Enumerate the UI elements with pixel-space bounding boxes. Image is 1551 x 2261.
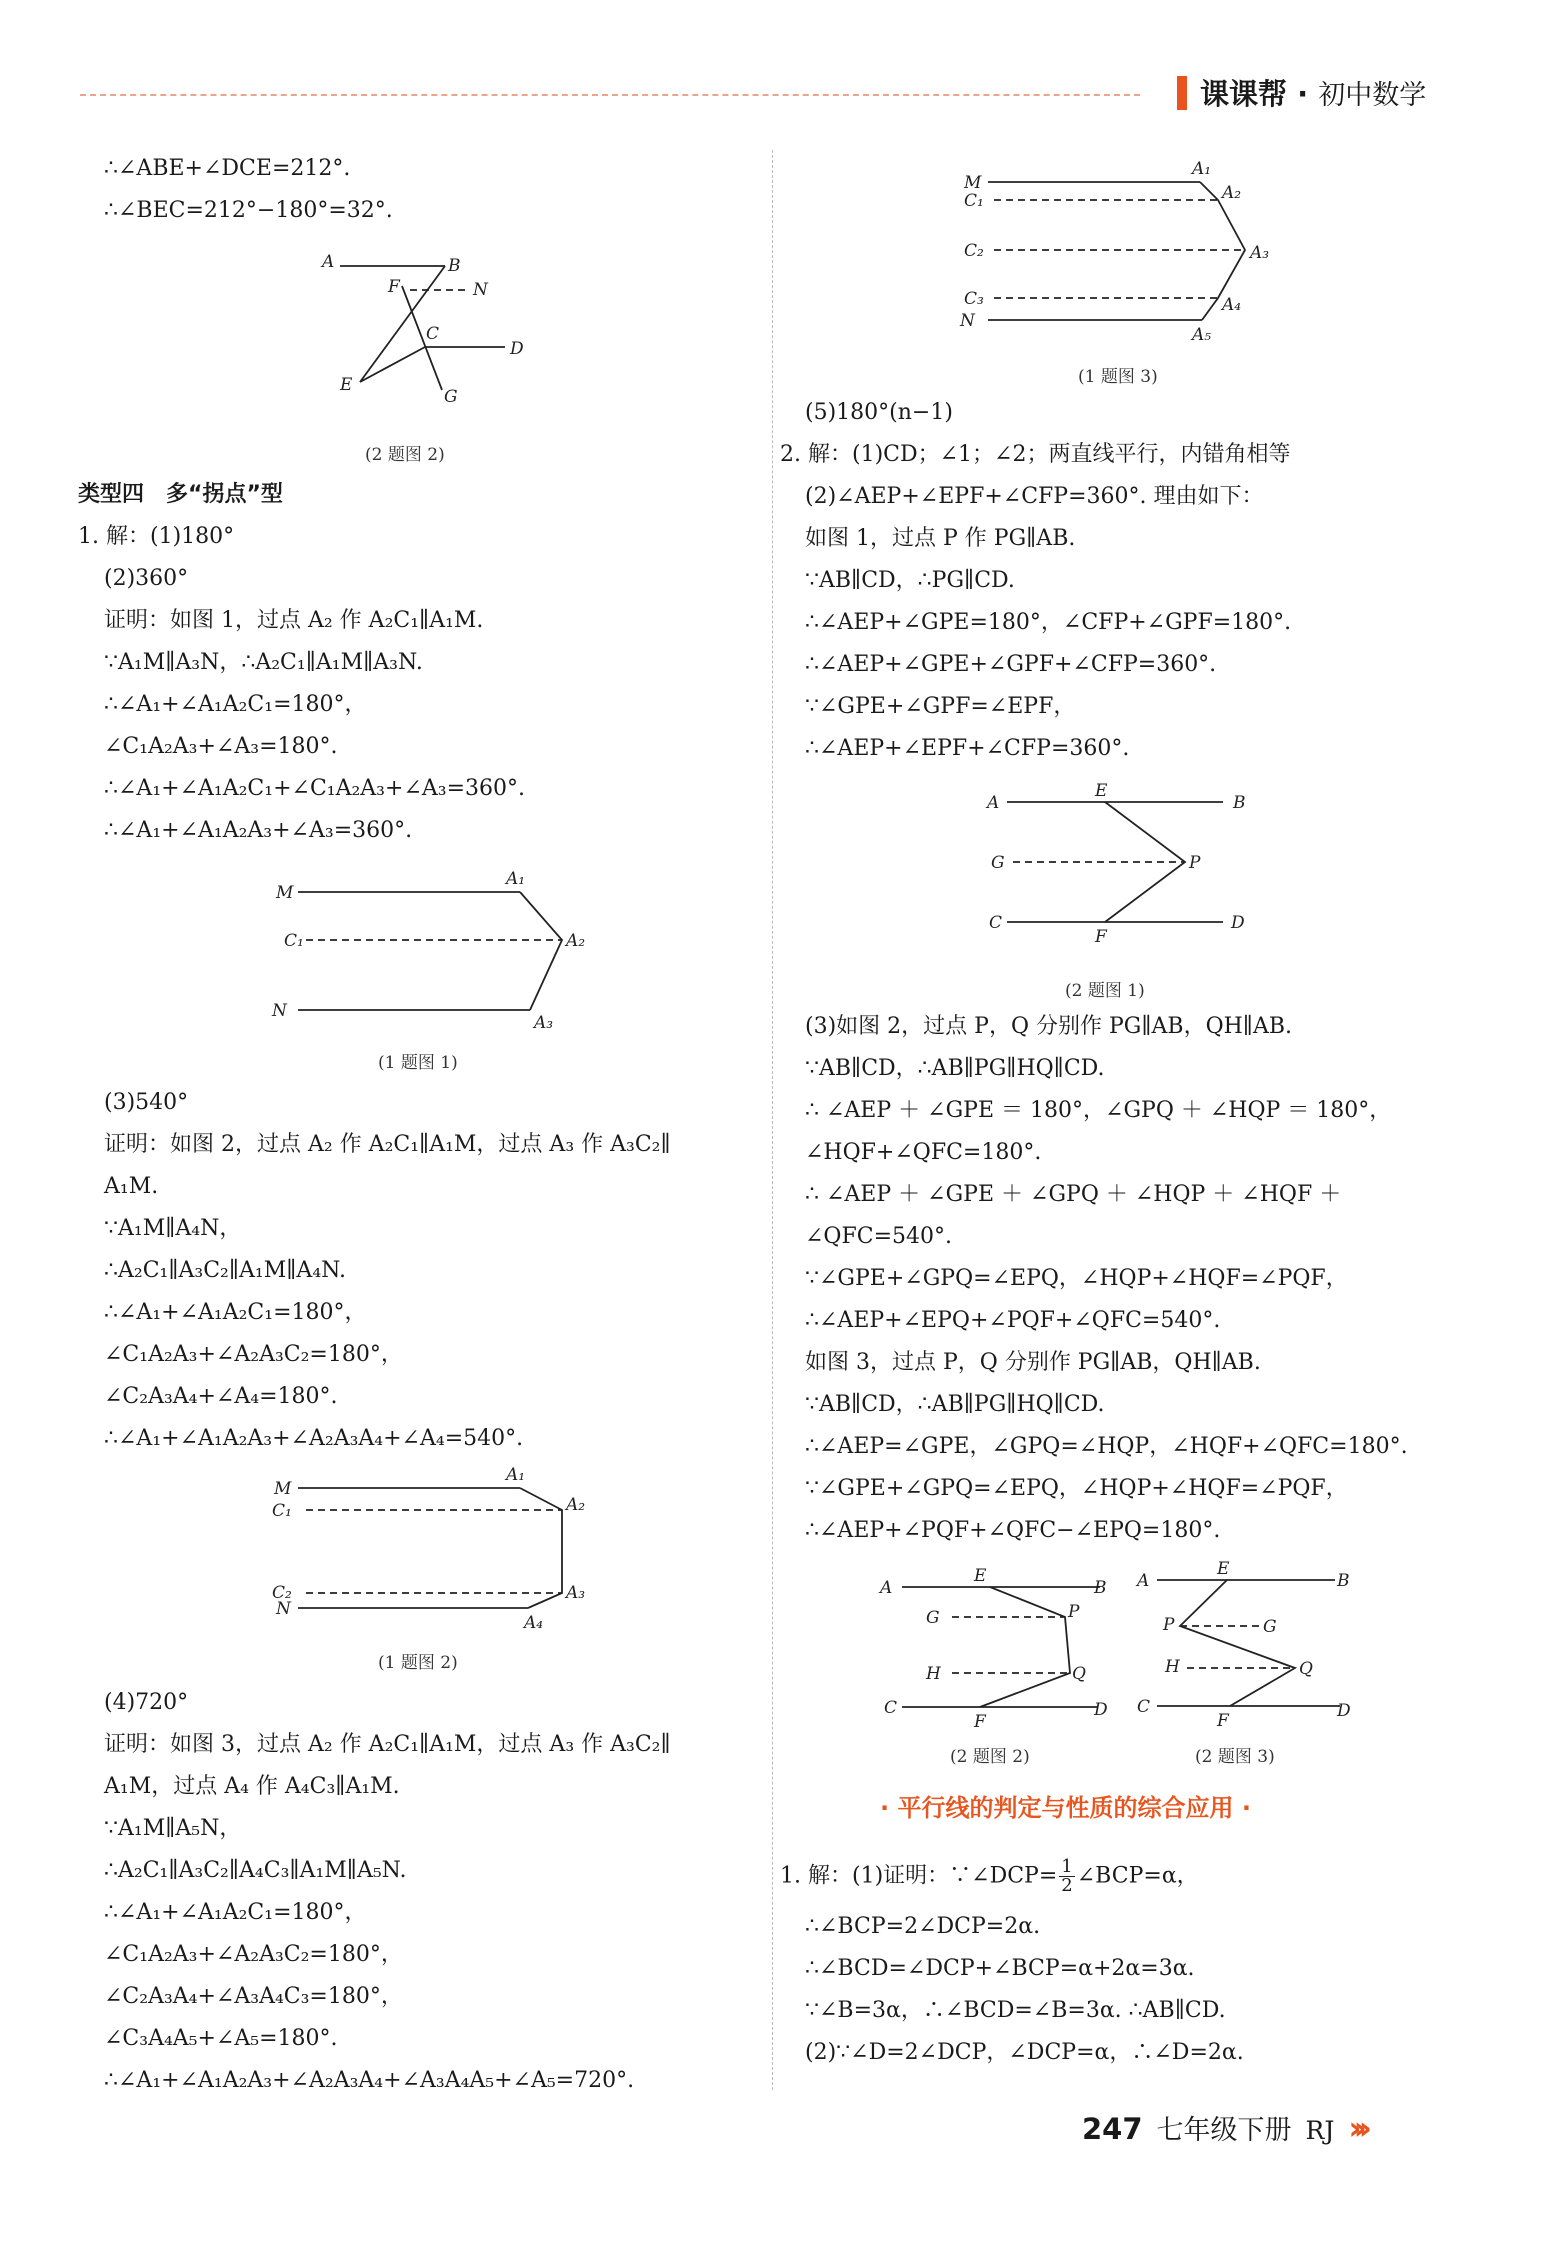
segment-ec	[360, 347, 425, 382]
text-line: ∴∠A₁+∠A₁A₂C₁=180°，	[104, 1300, 367, 1325]
label-a1: A₁	[506, 869, 526, 889]
zigzag-epqf	[980, 1587, 1070, 1707]
text-line: ∴∠BCP=2∠DCP=2α.	[805, 1914, 1041, 1939]
label-m: M	[274, 1479, 292, 1499]
label-f: F	[388, 277, 400, 297]
label-b: B	[1094, 1578, 1107, 1598]
text-line: 1. 解：(1)180°	[78, 524, 235, 549]
text-line: ∴∠BEC=212°−180°=32°.	[104, 198, 393, 223]
text-line: ∠C₂A₃A₄+∠A₄=180°.	[104, 1384, 338, 1409]
edition-label: RJ	[1305, 2116, 1335, 2145]
label-g: G	[991, 853, 1005, 873]
label-f: F	[974, 1712, 986, 1732]
label-h: H	[1165, 1657, 1180, 1677]
text-line: 2. 解：(1)CD；∠1；∠2；两直线平行，内错角相等	[780, 442, 1291, 467]
text-line: ∵A₁M∥A₄N，	[104, 1216, 242, 1241]
text-line: ∵∠GPE+∠GPQ=∠EPQ，∠HQP+∠HQF=∠PQF，	[805, 1476, 1348, 1501]
page-number: 247	[1082, 2112, 1143, 2146]
label-a: A	[987, 793, 1000, 813]
fraction-numerator: 1	[1061, 1856, 1073, 1877]
label-p: P	[1163, 1615, 1175, 1635]
figure-q2-2	[320, 250, 560, 420]
label-c1: C₁	[964, 191, 984, 211]
text-line: ∴∠AEP+∠GPE=180°，∠CFP+∠GPF=180°.	[805, 610, 1292, 635]
label-a2: A₂	[1222, 183, 1242, 203]
label-a1: A₁	[1192, 159, 1212, 179]
page-footer	[1082, 2108, 1364, 2147]
label-a2: A₂	[566, 931, 586, 951]
label-e: E	[974, 1566, 987, 1586]
text-line: ∵∠GPE+∠GPQ=∠EPQ，∠HQP+∠HQF=∠PQF，	[805, 1266, 1348, 1291]
text-line: ∠HQF+∠QFC=180°.	[805, 1140, 1042, 1165]
text-segment: 1. 解：(1)证明：∵∠DCP=	[780, 1863, 1058, 1889]
text-line: A₁M.	[104, 1174, 159, 1199]
text-line: (3)如图 2，过点 P，Q 分别作 PG∥AB，QH∥AB.	[805, 1014, 1292, 1039]
text-line: (2)360°	[104, 566, 189, 591]
label-d: D	[510, 339, 524, 359]
label-d: D	[1231, 913, 1245, 933]
fraction-denominator: 2	[1061, 1875, 1073, 1896]
label-d: D	[1094, 1700, 1108, 1720]
text-line: ∴∠A₁+∠A₁A₂A₃+∠A₂A₃A₄+∠A₃A₄A₅+∠A₅=720°.	[104, 2068, 635, 2093]
brand-dot: ·	[1297, 77, 1309, 111]
label-d: D	[1337, 1701, 1351, 1721]
grade-label: 七年级下册	[1156, 2115, 1292, 2146]
text-line: ∴ ∠AEP ＋ ∠GPE ＋ ∠GPQ ＋ ∠HQP ＋ ∠HQF ＋	[805, 1182, 1342, 1207]
text-line: ∴∠ABE+∠DCE=212°.	[104, 156, 351, 181]
section-heading: 类型四 多“拐点”型	[78, 482, 283, 507]
text-line: (4)720°	[104, 1690, 189, 1715]
text-line: ∵AB∥CD，∴AB∥PG∥HQ∥CD.	[805, 1056, 1105, 1081]
label-c: C	[884, 1698, 898, 1718]
header-brand	[1200, 72, 1426, 113]
label-n: N	[473, 280, 488, 300]
label-f: F	[1095, 927, 1107, 947]
zigzag	[520, 892, 562, 1010]
text-line: ∴∠A₁+∠A₁A₂C₁=180°，	[104, 1900, 367, 1925]
text-line: ∴∠AEP+∠GPE+∠GPF+∠CFP=360°.	[805, 652, 1217, 677]
text-line: ∠QFC=540°.	[805, 1224, 952, 1249]
label-a1: A₁	[506, 1465, 526, 1485]
label-g: G	[444, 387, 458, 407]
text-line: ∴∠AEP+∠EPF+∠CFP=360°.	[805, 736, 1130, 761]
text-line: ∴∠AEP=∠GPE，∠GPQ=∠HQP，∠HQF+∠QFC=180°.	[805, 1434, 1408, 1459]
label-e: E	[340, 375, 353, 395]
label-a4: A₄	[524, 1613, 544, 1633]
text-line: ∴∠A₁+∠A₁A₂A₃+∠A₂A₃A₄+∠A₄=540°.	[104, 1426, 524, 1451]
text-line: 如图 1，过点 P 作 PG∥AB.	[805, 526, 1076, 551]
label-q: Q	[1072, 1664, 1086, 1684]
text-line: 如图 3，过点 P，Q 分别作 PG∥AB，QH∥AB.	[805, 1350, 1261, 1375]
text-line: ∴∠AEP+∠PQF+∠QFC−∠EPQ=180°.	[805, 1518, 1221, 1543]
label-a4: A₄	[1222, 295, 1242, 315]
label-c2: C₂	[272, 1583, 292, 1603]
label-n: N	[276, 1599, 291, 1619]
label-c: C	[426, 324, 440, 344]
label-m: M	[276, 883, 294, 903]
text-line: ∴∠A₁+∠A₁A₂C₁=180°，	[104, 692, 367, 717]
text-line: ∴∠A₁+∠A₁A₂A₃+∠A₃=360°.	[104, 818, 413, 843]
text-line: ∵A₁M∥A₃N，∴A₂C₁∥A₁M∥A₃N.	[104, 650, 423, 675]
zigzag-epqf	[1180, 1580, 1295, 1706]
caption: (2 题图 2)	[365, 445, 445, 465]
text-line: ∠C₁A₂A₃+∠A₂A₃C₂=180°，	[104, 1342, 403, 1367]
label-f: F	[1217, 1711, 1229, 1731]
text-line: ∠C₁A₂A₃+∠A₂A₃C₂=180°，	[104, 1942, 403, 1967]
caption: (2 题图 1)	[1065, 981, 1145, 1001]
text-line: ∴ ∠AEP ＋ ∠GPE ＝ 180°，∠GPQ ＋ ∠HQP ＝ 180°，	[805, 1098, 1392, 1123]
label-a: A	[880, 1578, 893, 1598]
label-a2: A₂	[566, 1495, 586, 1515]
figure-q1-2	[270, 1465, 600, 1638]
caption: (2 题图 3)	[1195, 1747, 1275, 1767]
label-c1: C₁	[284, 931, 304, 951]
figure-q2r-3	[1135, 1558, 1375, 1738]
label-a3: A₃	[566, 1583, 586, 1603]
zigzag	[520, 1488, 562, 1608]
label-e: E	[1217, 1559, 1230, 1579]
label-a3: A₃	[1250, 243, 1270, 263]
label-n: N	[960, 311, 975, 331]
text-line: ∴∠BCD=∠DCP+∠BCP=α+2α=3α.	[805, 1956, 1195, 1981]
text-line	[780, 1858, 1199, 1895]
brand-subject: 初中数学	[1318, 80, 1427, 111]
caption: (1 题图 1)	[378, 1053, 458, 1073]
label-q: Q	[1299, 1659, 1313, 1679]
label-b: B	[1233, 793, 1246, 813]
text-line: ∵∠GPE+∠GPF=∠EPF，	[805, 694, 1076, 719]
label-g: G	[926, 1608, 940, 1628]
label-n: N	[272, 1001, 287, 1021]
text-line: ∴A₂C₁∥A₃C₂∥A₁M∥A₄N.	[104, 1258, 346, 1283]
label-a5: A₅	[1192, 325, 1212, 345]
label-a3: A₃	[534, 1013, 554, 1033]
text-segment: ∠BCP=α，	[1076, 1863, 1199, 1889]
figure-q2r-2	[880, 1565, 1130, 1735]
text-line: 证明：如图 3，过点 A₂ 作 A₂C₁∥A₁M，过点 A₃ 作 A₃C₂∥	[104, 1732, 671, 1757]
label-c1: C₁	[272, 1501, 292, 1521]
text-line: (2)∵∠D=2∠DCP，∠DCP=α，∴∠D=2α.	[805, 2040, 1244, 2065]
text-line: (2)∠AEP+∠EPF+∠CFP=360°. 理由如下：	[805, 484, 1264, 509]
label-h: H	[926, 1664, 941, 1684]
column-divider	[772, 150, 773, 2090]
text-line: A₁M，过点 A₄ 作 A₄C₃∥A₁M.	[104, 1774, 400, 1799]
header-dashed-rule	[80, 94, 1140, 96]
chevron-right-icon: ›››	[1348, 2109, 1364, 2147]
caption: (1 题图 2)	[378, 1653, 458, 1673]
label-p: P	[1068, 1602, 1080, 1622]
header-accent-bar	[1177, 76, 1187, 110]
label-b: B	[448, 256, 461, 276]
label-m: M	[964, 173, 982, 193]
text-line: ∵A₁M∥A₅N，	[104, 1816, 242, 1841]
text-line: 证明：如图 1，过点 A₂ 作 A₂C₁∥A₁M.	[104, 608, 484, 633]
label-p: P	[1189, 853, 1201, 873]
label-c: C	[989, 913, 1003, 933]
figure-q2r-1	[985, 780, 1255, 947]
text-line: 证明：如图 2，过点 A₂ 作 A₂C₁∥A₁M，过点 A₃ 作 A₃C₂∥	[104, 1132, 671, 1157]
label-c2: C₂	[964, 241, 984, 261]
text-line: ∵AB∥CD，∴AB∥PG∥HQ∥CD.	[805, 1392, 1105, 1417]
label-c: C	[1137, 1697, 1151, 1717]
label-e: E	[1095, 781, 1108, 801]
label-a: A	[322, 252, 335, 272]
section-title: · 平行线的判定与性质的综合应用 ·	[880, 1794, 1251, 1822]
fraction-half	[1059, 1858, 1074, 1895]
label-b: B	[1337, 1571, 1350, 1591]
text-line: ∴∠A₁+∠A₁A₂C₁+∠C₁A₂A₃+∠A₃=360°.	[104, 776, 525, 801]
caption: (1 题图 3)	[1078, 367, 1158, 387]
label-c3: C₃	[964, 289, 984, 309]
text-line: ∠C₂A₃A₄+∠A₃A₄C₃=180°，	[104, 1984, 403, 2009]
figure-q1-3	[960, 158, 1300, 358]
text-line: ∴∠AEP+∠EPQ+∠PQF+∠QFC=540°.	[805, 1308, 1221, 1333]
text-line: ∵∠B=3α，∴∠BCD=∠B=3α. ∴AB∥CD.	[805, 1998, 1226, 2023]
label-g: G	[1263, 1617, 1277, 1637]
brand-name: 课课帮	[1200, 77, 1288, 111]
figure-q1-1	[270, 869, 600, 1033]
text-line: ∠C₁A₂A₃+∠A₃=180°.	[104, 734, 338, 759]
caption: (2 题图 2)	[950, 1747, 1030, 1767]
text-line: ∴A₂C₁∥A₃C₂∥A₄C₃∥A₁M∥A₅N.	[104, 1858, 407, 1883]
text-line: (3)540°	[104, 1090, 189, 1115]
label-a: A	[1137, 1571, 1150, 1591]
text-line: ∵AB∥CD，∴PG∥CD.	[805, 568, 1015, 593]
text-line: ∠C₃A₄A₅+∠A₅=180°.	[104, 2026, 338, 2051]
text-line: (5)180°(n−1)	[805, 400, 953, 425]
